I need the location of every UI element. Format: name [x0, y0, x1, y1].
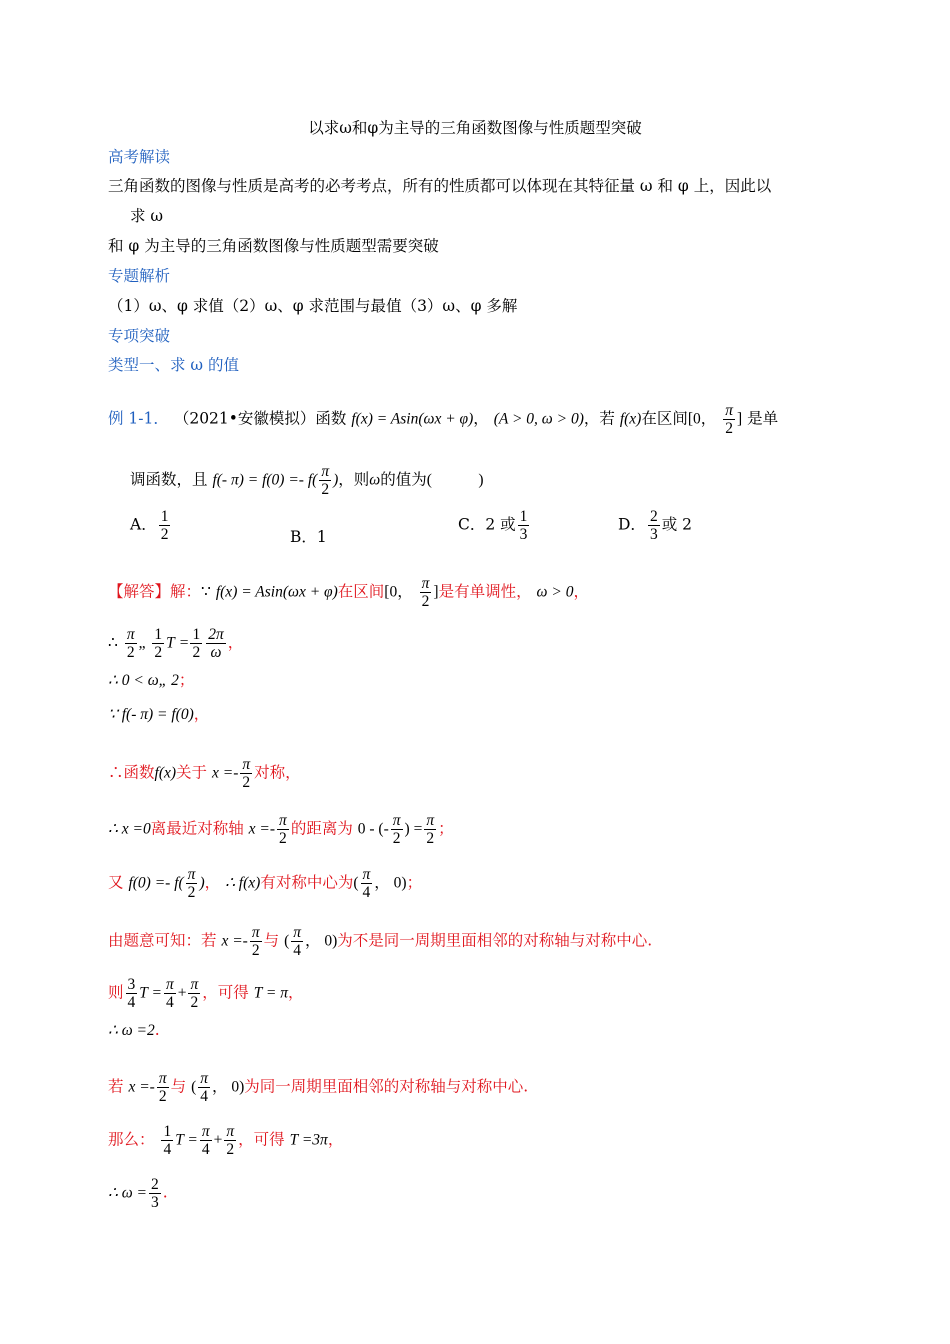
interval-close: ] [433, 583, 439, 601]
axis-x: x =- [221, 932, 248, 950]
solution-mono: 是有单调性， [438, 582, 532, 601]
case2-desc: 为同一周期里面相邻的对称轴与对称中心. [244, 1077, 529, 1096]
comma: ， [473, 409, 489, 428]
gaokao-text-line2: 求 ω [130, 207, 164, 225]
fraction-pi-over-2: $\frac{\pi}{2}$ [392, 812, 401, 847]
section-heading-zhuanxiang: 专项突破 [108, 327, 171, 345]
point-open: ( [191, 1078, 197, 1096]
solution-line7 [108, 866, 422, 901]
equal-values: ∵ f(- π) = f(0) [108, 706, 194, 723]
period-mark: . [154, 1021, 160, 1039]
fraction-3-over-4: $\frac{3}{4}$ [127, 976, 136, 1011]
f0-eq: f(0) =- f( [128, 874, 184, 892]
therefore-symbol: ∴ [108, 634, 118, 652]
point-open: ( [284, 932, 290, 950]
solution-line12 [108, 1123, 343, 1158]
fraction-pi-over-2: $\frac{\pi}{2}$ [187, 866, 196, 901]
solution-line8 [108, 924, 652, 959]
therefore-fx: ∴ f(x) [225, 874, 261, 892]
option-c-pre: 2 或 [485, 515, 516, 534]
example-label: 例 1-1． [108, 409, 169, 428]
example-source: （2021•安徽模拟）函数 [173, 409, 347, 428]
comma: ， [288, 983, 304, 1002]
solution-line2 [108, 626, 243, 661]
page-title: 以求ω和φ为主导的三角函数图像与性质题型突破 [308, 119, 642, 137]
example-line2-pre: 调函数，且 [130, 470, 208, 489]
and-word: 与 [263, 931, 280, 950]
example-shi-dan: 是单 [747, 409, 779, 428]
distance-word: 的距离为 [290, 819, 353, 838]
fraction-pi-over-2: $\frac{\pi}{2}$ [158, 1070, 167, 1105]
example-line2-end: 的值为 [380, 470, 427, 489]
solution-jie: 解： [170, 582, 202, 601]
solution-tag: 【解答】 [108, 582, 171, 601]
zhuanti-text: （1）ω、φ 求值（2）ω、φ 求范围与最值（3）ω、φ 多解 [108, 297, 518, 315]
fraction-2-over-3: $\frac{2}{3}$ [151, 1176, 159, 1211]
option-b [290, 525, 327, 547]
about-word: 关于 [176, 763, 208, 782]
example-ruo: ，若 [583, 409, 615, 428]
omega-result-1: ∴ ω =2 [108, 1022, 155, 1039]
comma: ， [193, 705, 210, 723]
interval-close: ] [736, 410, 743, 428]
fraction-pi-over-2: $\frac{\pi}{2}$ [242, 756, 251, 791]
option-a [130, 508, 172, 543]
semicolon: ； [178, 671, 195, 689]
gaokao-text-line1: 三角函数的图像与性质是高考的必考考点，所有的性质都可以体现在其特征量 ω 和 φ 上，因此以 [108, 177, 772, 195]
fraction-1-over-2: $\frac{1}{2}$ [192, 626, 201, 661]
fraction-1-over-4: $\frac{1}{4}$ [163, 1123, 172, 1158]
condition-word: 由题意可知：若 [108, 931, 217, 950]
section-heading-gaokao: 高考解读 [108, 148, 171, 166]
omega-result-2: ∴ ω = [108, 1184, 148, 1202]
option-c [458, 508, 531, 543]
point-close: ， 0) [212, 1078, 245, 1096]
fraction-pi-over-4: $\frac{\pi}{4}$ [362, 866, 371, 901]
solution-function-word: ∴函数 [108, 763, 155, 782]
example-fx: f(x) [619, 410, 642, 428]
interval-open: [0， [384, 583, 413, 601]
fraction-pi-over-4: $\frac{\pi}{4}$ [200, 1070, 208, 1105]
fraction-pi-over-2: $\frac{\pi}{2}$ [426, 812, 435, 847]
equals: = [179, 634, 189, 652]
example-line2 [130, 463, 484, 498]
distance-calc: 0 - (- [357, 820, 389, 838]
example-eq-right: ) [333, 471, 339, 489]
example-interval-word: 在区间 [641, 409, 688, 428]
point-open: ( [353, 874, 359, 892]
paren-close: ) [199, 874, 205, 892]
solution-condition: ω > 0 [536, 583, 574, 601]
period-eq: T = [175, 1131, 198, 1149]
solution-line6 [108, 812, 454, 847]
solution-line9 [108, 976, 304, 1011]
fx: f(x) [154, 764, 177, 782]
ruo-word: 若 [108, 1077, 124, 1096]
axis-x: x =- [128, 1078, 155, 1096]
solution-line3 [108, 670, 194, 691]
axis-x: x =- [211, 764, 239, 782]
comma: ， [573, 582, 589, 601]
keyi-word: ，可得 [238, 1130, 285, 1149]
semicolon: ； [406, 873, 423, 892]
period-result: T = π [253, 984, 289, 1002]
solution-line4 [108, 704, 209, 725]
ze-word: 则 [108, 983, 124, 1002]
leq-symbol: „ [138, 634, 146, 652]
because-symbol: ∵ [201, 583, 211, 601]
period-result: T =3π [289, 1131, 328, 1149]
option-c-fraction: $\frac{1}{3}$ [519, 508, 528, 543]
fraction-pi-over-4: $\frac{\pi}{4}$ [293, 924, 301, 959]
period-mark: . [162, 1183, 168, 1202]
option-c-label: C． [458, 515, 486, 534]
omega-symbol: ω [369, 471, 381, 489]
case1-desc: 为不是同一周期里面相邻的对称轴与对称中心. [337, 931, 653, 950]
name-word: 那么： [108, 1130, 155, 1149]
you-word: 又 [108, 873, 124, 892]
gaokao-text-line3: 和 φ 为主导的三角函数图像与性质题型需要突破 [108, 237, 439, 255]
solution-line11 [108, 1070, 528, 1105]
and-word: 与 [170, 1077, 187, 1096]
keyi-word: ，可得 [202, 983, 249, 1002]
fraction-pi-over-2: $\frac{\pi}{2}$ [126, 626, 135, 661]
fraction-pi-over-2: $\frac{\pi}{2}$ [321, 463, 330, 498]
point-close: ， 0) [305, 932, 338, 950]
period-T: T [166, 634, 175, 652]
fraction-1-over-2: $\frac{1}{2}$ [154, 626, 163, 661]
axis-x: x =- [248, 820, 276, 838]
comma: ， [204, 873, 221, 892]
distance-calc-eq: ) = [404, 820, 423, 838]
fraction-pi-over-2: $\frac{\pi}{2}$ [226, 1123, 235, 1158]
fraction-pi-over-4: $\frac{\pi}{4}$ [201, 1123, 210, 1158]
center-word: 有对称中心为 [260, 873, 354, 892]
solution-line5 [108, 756, 301, 791]
example-line2-post: ，则 [338, 470, 370, 489]
option-d [618, 508, 692, 543]
option-a-label: A． [130, 515, 157, 534]
x-equals-zero: ∴ x =0 [108, 820, 151, 838]
solution-interval-word: 在区间 [337, 582, 385, 601]
fraction-pi-over-2: $\frac{\pi}{2}$ [725, 402, 733, 437]
option-d-label: D． [618, 515, 646, 534]
solution-line13 [108, 1176, 168, 1211]
fraction-pi-over-2: $\frac{\pi}{2}$ [190, 976, 199, 1011]
option-a-fraction: $\frac{1}{2}$ [160, 508, 169, 543]
option-b-value: 1 [316, 528, 327, 546]
fraction-pi-over-2: $\frac{\pi}{2}$ [279, 812, 287, 847]
fraction-2pi-over-omega: $\frac{2\pi}{\omega}$ [208, 626, 224, 661]
fraction-pi-over-4: $\frac{\pi}{4}$ [165, 976, 174, 1011]
solution-line10 [108, 1020, 160, 1041]
plus: + [213, 1131, 223, 1149]
section-heading-zhuanti: 专题解析 [108, 267, 171, 285]
plus: + [177, 984, 187, 1002]
option-d-fraction: $\frac{2}{3}$ [649, 508, 658, 543]
comma: ， [227, 633, 244, 652]
example-line1 [108, 402, 778, 437]
semicolon: ； [438, 819, 454, 838]
period-eq: T = [139, 984, 162, 1002]
example-eq-left: f(- π) = f(0) =- f( [212, 471, 318, 489]
interval-open: [0， [687, 410, 717, 428]
solution-function: f(x) = Asin(ωx + φ) [215, 583, 338, 601]
type-heading: 类型一、求 ω 的值 [108, 356, 239, 374]
comma: ， [327, 1130, 344, 1149]
point-close: ， 0) [374, 874, 407, 892]
symmetric-word: 对称， [254, 763, 301, 782]
answer-paren: ( ) [426, 471, 484, 489]
omega-range: ∴ 0 < ω„ 2 [108, 672, 179, 689]
solution-line1 [108, 575, 589, 610]
example-function: f(x) = Asin(ωx + φ) [351, 410, 474, 428]
option-b-label: B． [290, 528, 317, 546]
option-d-post: 或 2 [661, 515, 692, 534]
fraction-pi-over-2: $\frac{\pi}{2}$ [251, 924, 260, 959]
fraction-pi-over-2: $\frac{\pi}{2}$ [421, 575, 430, 610]
example-condition: (A > 0, ω > 0) [493, 410, 584, 428]
nearest-axis-word: 离最近对称轴 [150, 819, 244, 838]
